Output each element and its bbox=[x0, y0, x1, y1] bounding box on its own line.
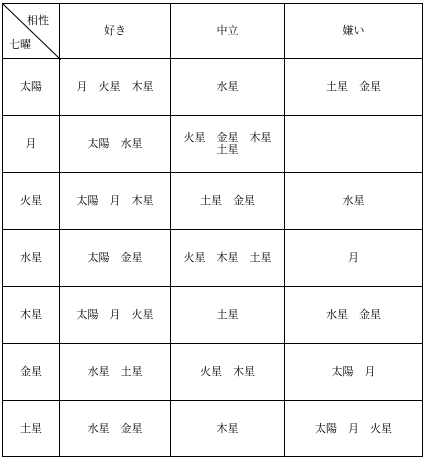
column-header-neutral: 中立 bbox=[171, 3, 285, 59]
table-cell-dislike: 太陽 月 bbox=[285, 344, 423, 401]
table-cell-dislike: 太陽 月 火星 bbox=[285, 401, 423, 457]
table-cell-dislike: 土星 金星 bbox=[285, 59, 423, 116]
table-cell-neutral: 土星 金星 bbox=[171, 173, 285, 230]
corner-label-compatibility: 相性 bbox=[27, 14, 49, 27]
table-cell-neutral: 火星 木星 bbox=[171, 344, 285, 401]
column-header-dislike: 嫌い bbox=[285, 3, 423, 59]
table-cell-neutral: 木星 bbox=[171, 401, 285, 457]
table-cell-dislike: 水星 金星 bbox=[285, 287, 423, 344]
row-header-day: 金星 bbox=[2, 344, 60, 401]
row-header-day: 木星 bbox=[2, 287, 60, 344]
corner-header-cell bbox=[2, 3, 60, 59]
table-cell-dislike bbox=[285, 116, 423, 173]
table-cell-like: 太陽 月 木星 bbox=[60, 173, 171, 230]
table-cell-neutral: 火星 金星 木星 土星 bbox=[171, 116, 285, 173]
table-cell-neutral: 水星 bbox=[171, 59, 285, 116]
table-cell-neutral: 土星 bbox=[171, 287, 285, 344]
table-cell-like: 水星 金星 bbox=[60, 401, 171, 457]
row-header-day: 火星 bbox=[2, 173, 60, 230]
table-cell-dislike: 月 bbox=[285, 230, 423, 287]
row-header-day: 水星 bbox=[2, 230, 60, 287]
corner-label-weekdays: 七曜 bbox=[9, 38, 31, 51]
table-cell-dislike: 水星 bbox=[285, 173, 423, 230]
table-cell-like: 水星 土星 bbox=[60, 344, 171, 401]
table-cell-neutral: 火星 木星 土星 bbox=[171, 230, 285, 287]
table-cell-like: 太陽 月 火星 bbox=[60, 287, 171, 344]
column-header-like: 好き bbox=[60, 3, 171, 59]
table-cell-like: 太陽 水星 bbox=[60, 116, 171, 173]
row-header-day: 太陽 bbox=[2, 59, 60, 116]
table-cell-like: 月 火星 木星 bbox=[60, 59, 171, 116]
row-header-day: 土星 bbox=[2, 401, 60, 457]
compatibility-table bbox=[2, 3, 423, 457]
table-cell-like: 太陽 金星 bbox=[60, 230, 171, 287]
row-header-day: 月 bbox=[2, 116, 60, 173]
